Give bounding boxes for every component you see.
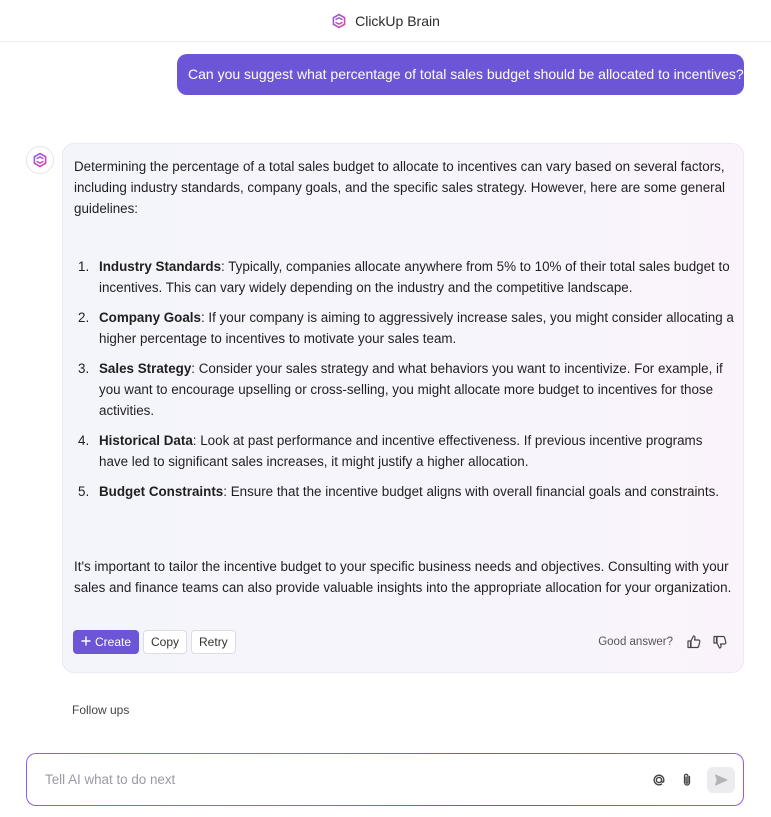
item-body: : Look at past performance and incentive effectiveness. If previous incentive programs have led to significant sales increases, it might justify a higher allocation. (99, 433, 703, 469)
item-body: : Ensure that the incentive budget aligns with overall financial goals and constraints. (223, 484, 719, 499)
ai-response-card (62, 143, 744, 673)
item-title: Industry Standards (99, 259, 222, 274)
item-title: Company Goals (99, 310, 201, 325)
item-title: Historical Data (99, 433, 193, 448)
response-outro: It's important to tailor the incentive budget to your specific business needs and objectives. Consulting with your sales and finance teams can also provide valuable insights into the appropriate allocation for your organization. (74, 559, 732, 595)
mention-icon[interactable] (649, 770, 669, 790)
follow-ups-label: Follow ups (72, 703, 130, 717)
retry-button[interactable]: Retry (191, 630, 236, 654)
guideline-list (74, 256, 734, 511)
list-item (74, 358, 734, 421)
list-number: 3. (78, 361, 90, 376)
prompt-input[interactable] (45, 772, 641, 787)
response-intro: Determining the percentage of a total sales budget to allocate to incentives can vary based on several factors, including industry standards, company goals, and the specific sales strategy. However, here are some general guidelines: (74, 159, 726, 216)
copy-button[interactable]: Copy (143, 630, 187, 654)
item-title: Budget Constraints (99, 484, 224, 499)
item-title: Sales Strategy (99, 361, 192, 376)
list-item (74, 307, 734, 349)
list-item (74, 481, 734, 502)
thumbs-down-icon[interactable] (711, 633, 729, 651)
response-actions (73, 630, 236, 654)
clickup-brain-icon (331, 13, 347, 29)
item-body: : If your company is aiming to aggressively increase sales, you might consider allocating a higher percentage to incentives to motivate your sales team. (99, 310, 734, 346)
list-number: 5. (78, 484, 90, 499)
feedback-controls (598, 633, 729, 651)
send-icon (713, 772, 729, 788)
list-number: 1. (78, 259, 90, 274)
plus-icon (81, 635, 91, 649)
feedback-label: Good answer? (598, 636, 673, 648)
create-button-label: Create (94, 635, 132, 649)
send-button[interactable] (707, 767, 735, 793)
composer (26, 753, 744, 806)
app-header (0, 0, 771, 42)
item-body: : Consider your sales strategy and what behaviors you want to incentivize. For example, if you want to encourage upselling or cross-selling, you might allocate more budget to incentives for those activities. (99, 361, 723, 418)
list-item (74, 256, 734, 298)
item-body: : Typically, companies allocate anywhere from 5% to 10% of their total sales budget to incentives. This can vary widely depending on the industry and the competitive landscape. (99, 259, 730, 295)
paperclip-icon[interactable] (677, 770, 697, 790)
create-button[interactable] (73, 630, 139, 654)
list-number: 4. (78, 433, 90, 448)
user-message: Can you suggest what percentage of total sales budget should be allocated to incentives? (177, 54, 744, 95)
clickup-brain-icon (32, 152, 48, 168)
header-brand (331, 13, 440, 29)
list-item (74, 430, 734, 472)
ai-avatar (26, 146, 54, 174)
list-number: 2. (78, 310, 90, 325)
thumbs-up-icon[interactable] (685, 633, 703, 651)
page-title: ClickUp Brain (355, 12, 440, 29)
